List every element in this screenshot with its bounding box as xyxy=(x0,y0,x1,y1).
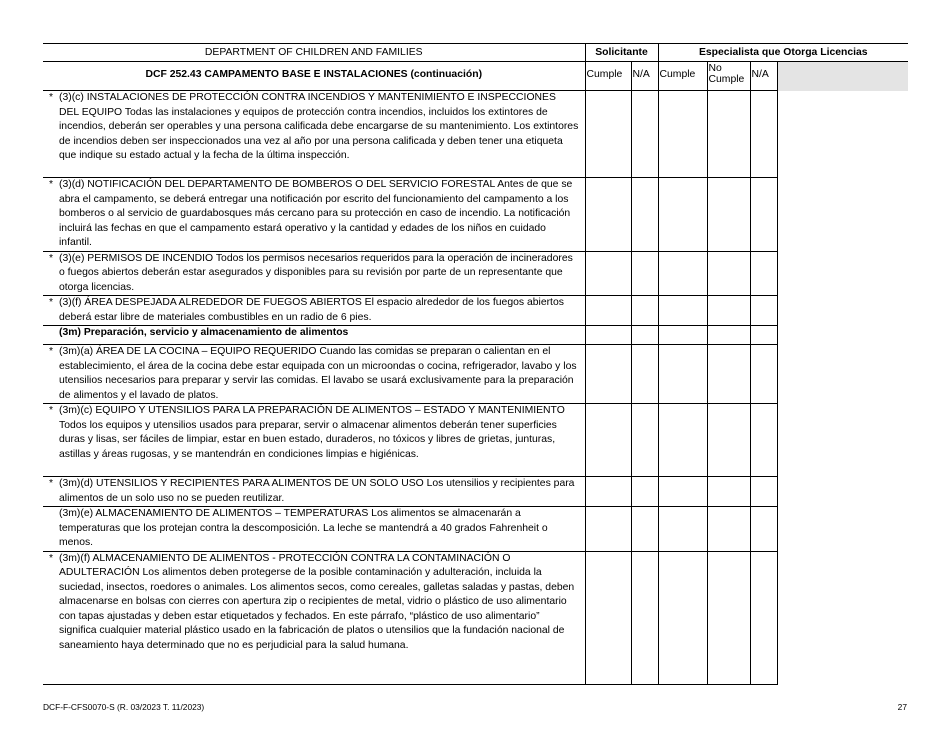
checkbox-cell-applicant-cumple[interactable] xyxy=(585,296,631,326)
requirement-cell xyxy=(43,326,585,345)
requirement-text: (3m)(d) UTENSILIOS Y RECIPIENTES PARA ALIMENTOS DE UN SOLO USO Los utensilios y recipientes para alimentos de un solo uso no se pueden reutilizar. xyxy=(59,478,575,504)
col-specialist-cumple: Cumple xyxy=(658,62,707,91)
required-asterisk: * xyxy=(48,478,54,489)
required-asterisk: * xyxy=(48,346,54,357)
checkbox-cell-specialist-na[interactable] xyxy=(750,477,777,507)
checkbox-cell-applicant-cumple[interactable] xyxy=(585,326,631,345)
checkbox-cell-specialist-no-cumple[interactable] xyxy=(707,345,750,404)
department-heading: DEPARTMENT OF CHILDREN AND FAMILIES xyxy=(43,44,585,62)
checkbox-cell-specialist-cumple[interactable] xyxy=(658,326,707,345)
col-specialist-no-cumple: No Cumple xyxy=(707,62,750,91)
requirement-text: (3m)(e) ALMACENAMIENTO DE ALIMENTOS – TEMPERATURAS Los alimentos se almacenarán a temperaturas que los protejan contra la descomposición. La leche se mantendrá a 40 grados Fahrenheit o menos. xyxy=(59,508,548,548)
checkbox-cell-specialist-no-cumple[interactable] xyxy=(707,178,750,252)
requirement-text: (3)(e) PERMISOS DE INCENDIO Todos los permisos necesarios requeridos para la operación de incineradores o fuegos abiertos deberán estar asegurados y disponibles para su revisión por parte de un representante que otorga licencias. xyxy=(59,252,573,293)
requirement-row xyxy=(43,91,908,178)
checkbox-cell-applicant-na[interactable] xyxy=(631,326,658,345)
checkbox-cell-applicant-cumple[interactable] xyxy=(585,507,631,552)
requirement-row xyxy=(43,477,908,507)
checkbox-cell-applicant-cumple[interactable] xyxy=(585,345,631,404)
header-row-groups xyxy=(43,44,908,62)
requirement-item xyxy=(43,178,579,251)
checkbox-cell-applicant-na[interactable] xyxy=(631,551,658,684)
requirement-text: (3)(f) ÁREA DESPEJADA ALREDEDOR DE FUEGOS ABIERTOS El espacio alrededor de los fuegos abiertos deberá estar libre de materiales combustibles en un radio de 6 pies. xyxy=(59,297,564,323)
checkbox-cell-specialist-na[interactable] xyxy=(750,251,777,296)
checkbox-cell-applicant-na[interactable] xyxy=(631,345,658,404)
checkbox-cell-specialist-na[interactable] xyxy=(750,507,777,552)
requirement-cell xyxy=(43,551,585,684)
requirement-text: (3m)(c) EQUIPO Y UTENSILIOS PARA LA PREPARACIÓN DE ALIMENTOS – ESTADO Y MANTENIMIENTO Todos los equipos y utensilios usados para preparar, servir o almacenar alimentos deberán tener superficies duras y lisas, ser fáciles de limpiar, estar en buen estado, duraderos, no tóxicos y libres de grietas, junturas, astillas y áreas rugosas, y se mantendrán en condiciones limpias e higiénicas. xyxy=(59,405,565,460)
applicant-group-heading: Solicitante xyxy=(585,44,658,62)
requirement-cell xyxy=(43,404,585,477)
checkbox-cell-specialist-cumple[interactable] xyxy=(658,477,707,507)
col-specialist-na: N/A xyxy=(750,62,777,91)
checkbox-cell-specialist-no-cumple[interactable] xyxy=(707,91,750,178)
requirement-subheading xyxy=(43,326,579,341)
requirement-item xyxy=(43,477,579,506)
checkbox-cell-specialist-no-cumple[interactable] xyxy=(707,326,750,345)
requirement-text: (3m) Preparación, servicio y almacenamiento de alimentos xyxy=(59,327,349,338)
checkbox-cell-applicant-na[interactable] xyxy=(631,178,658,252)
requirement-row xyxy=(43,326,908,345)
checkbox-cell-applicant-na[interactable] xyxy=(631,507,658,552)
page-number: 27 xyxy=(897,702,907,712)
requirement-text: (3m)(f) ALMACENAMIENTO DE ALIMENTOS - PROTECCIÓN CONTRA LA CONTAMINACIÓN O ADULTERACIÓN Los alimentos deben protegerse de la posible contaminación y adulteración, incluida la suciedad, insectos, roedores o animales. Los alimentos secos, como cereales, galletas saladas y pastas, deben almacenarse en bolsas con cierres con apertura zip o recipientes de metal, vidrio o plástico de uso alimentario con tapas ajustadas y deben estar etiquetados y fechados. En este párrafo, “plástico de uso alimentario” significa cualquier material plástico usado en la fabricación de platos o utensilios que la fundación nacional de saneamiento haya determinado que no es perjudicial para la salud humana. xyxy=(59,552,575,651)
requirement-text: (3)(c) INSTALACIONES DE PROTECCIÓN CONTRA INCENDIOS Y MANTENIMIENTO E INSPECCIONES DEL EQUIPO Todas las instalaciones y equipos de protección contra incendios, incluidos los extintores de incendios, deberán ser operables y una persona calificada debe encargarse de su mantenimiento. Los extintores de incendios deben ser inspeccionados una vez al año por una persona calificada y deben tener una etiqueta que indique su estado actual y la fecha de la última inspección. xyxy=(59,92,579,161)
form-id: DCF-F-CFS0070-S (R. 03/2023 T. 11/2023) xyxy=(43,702,205,712)
requirement-item xyxy=(43,507,579,551)
checkbox-cell-applicant-cumple[interactable] xyxy=(585,551,631,684)
checkbox-cell-applicant-cumple[interactable] xyxy=(585,178,631,252)
checkbox-cell-specialist-na[interactable] xyxy=(750,91,777,178)
requirement-cell xyxy=(43,296,585,326)
checkbox-cell-specialist-no-cumple[interactable] xyxy=(707,507,750,552)
requirement-cell xyxy=(43,507,585,552)
checkbox-cell-specialist-na[interactable] xyxy=(750,178,777,252)
required-asterisk xyxy=(43,507,59,551)
requirement-text: (3)(d) NOTIFICACIÓN DEL DEPARTAMENTO DE BOMBEROS O DEL SERVICIO FORESTAL Antes de que se abra el campamento, se deberá entregar una notificación por escrito del funcionamiento del campamento a los bomberos o al servicio de guardabosques más cercano para su protección en caso de incendio. La notificación incluirá las fechas en que el campamento estará operativo y la cantidad y edades de los niños en cuidado infantil. xyxy=(59,179,573,248)
checkbox-cell-applicant-cumple[interactable] xyxy=(585,404,631,477)
checkbox-cell-specialist-na[interactable] xyxy=(750,296,777,326)
checkbox-cell-specialist-no-cumple[interactable] xyxy=(707,296,750,326)
required-asterisk: * xyxy=(48,552,54,564)
specialist-group-heading: Especialista que Otorga Licencias xyxy=(658,44,908,62)
checkbox-cell-specialist-cumple[interactable] xyxy=(658,91,707,178)
checkbox-cell-specialist-no-cumple[interactable] xyxy=(707,251,750,296)
licensing-checklist-table xyxy=(43,43,908,685)
requirement-item xyxy=(43,404,579,462)
checkbox-cell-specialist-na[interactable] xyxy=(750,345,777,404)
checkbox-cell-specialist-no-cumple[interactable] xyxy=(707,551,750,684)
checkbox-cell-specialist-cumple[interactable] xyxy=(658,178,707,252)
required-asterisk: * xyxy=(48,252,54,264)
checkbox-cell-specialist-cumple[interactable] xyxy=(658,251,707,296)
required-asterisk: * xyxy=(48,405,54,416)
checkbox-cell-specialist-cumple[interactable] xyxy=(658,345,707,404)
requirement-item xyxy=(43,252,579,296)
requirement-cell xyxy=(43,251,585,296)
checkbox-cell-specialist-na[interactable] xyxy=(750,404,777,477)
requirements-body xyxy=(43,91,908,685)
requirement-row xyxy=(43,345,908,404)
requirement-item xyxy=(43,91,579,164)
checkbox-cell-specialist-cumple[interactable] xyxy=(658,551,707,684)
requirement-cell xyxy=(43,178,585,252)
checkbox-cell-specialist-na[interactable] xyxy=(750,551,777,684)
checkbox-cell-applicant-na[interactable] xyxy=(631,477,658,507)
checkbox-cell-applicant-cumple[interactable] xyxy=(585,251,631,296)
checkbox-cell-specialist-cumple[interactable] xyxy=(658,296,707,326)
requirement-text: (3m)(a) ÁREA DE LA COCINA – EQUIPO REQUERIDO Cuando las comidas se preparan o calientan en el establecimiento, el área de la cocina debe estar equipada con un microondas o cocina, refrigerador, lavabo y los utensilios necesarios para preparar y servir las comidas. El lavabo se usará exclusivamente para la preparación de alimentos y el lavado de platos. xyxy=(59,346,577,401)
requirement-item xyxy=(43,552,579,654)
checkbox-cell-applicant-na[interactable] xyxy=(631,296,658,326)
checkbox-cell-specialist-no-cumple[interactable] xyxy=(707,477,750,507)
checkbox-cell-specialist-no-cumple[interactable] xyxy=(707,404,750,477)
grey-margin-column xyxy=(777,62,908,91)
required-asterisk: * xyxy=(48,92,54,103)
required-asterisk: * xyxy=(48,297,54,308)
checkbox-cell-applicant-na[interactable] xyxy=(631,251,658,296)
requirement-row xyxy=(43,296,908,326)
checkbox-cell-applicant-na[interactable] xyxy=(631,404,658,477)
requirement-row xyxy=(43,507,908,552)
requirement-row xyxy=(43,251,908,296)
requirement-item xyxy=(43,345,579,403)
section-title: DCF 252.43 CAMPAMENTO BASE E INSTALACIONES (continuación) xyxy=(43,62,585,91)
col-applicant-cumple: Cumple xyxy=(585,62,631,91)
requirement-row xyxy=(43,178,908,252)
checkbox-cell-specialist-cumple[interactable] xyxy=(658,507,707,552)
header-row-columns xyxy=(43,62,908,91)
checkbox-cell-applicant-na[interactable] xyxy=(631,91,658,178)
requirement-item xyxy=(43,296,579,325)
requirement-row xyxy=(43,404,908,477)
requirement-cell xyxy=(43,91,585,178)
checkbox-cell-specialist-cumple[interactable] xyxy=(658,404,707,477)
required-asterisk xyxy=(43,326,59,341)
checkbox-cell-applicant-cumple[interactable] xyxy=(585,477,631,507)
requirement-cell xyxy=(43,345,585,404)
required-asterisk: * xyxy=(48,179,54,190)
col-applicant-na: N/A xyxy=(631,62,658,91)
requirement-cell xyxy=(43,477,585,507)
requirement-row xyxy=(43,551,908,684)
checkbox-cell-applicant-cumple[interactable] xyxy=(585,91,631,178)
checkbox-cell-specialist-na[interactable] xyxy=(750,326,777,345)
